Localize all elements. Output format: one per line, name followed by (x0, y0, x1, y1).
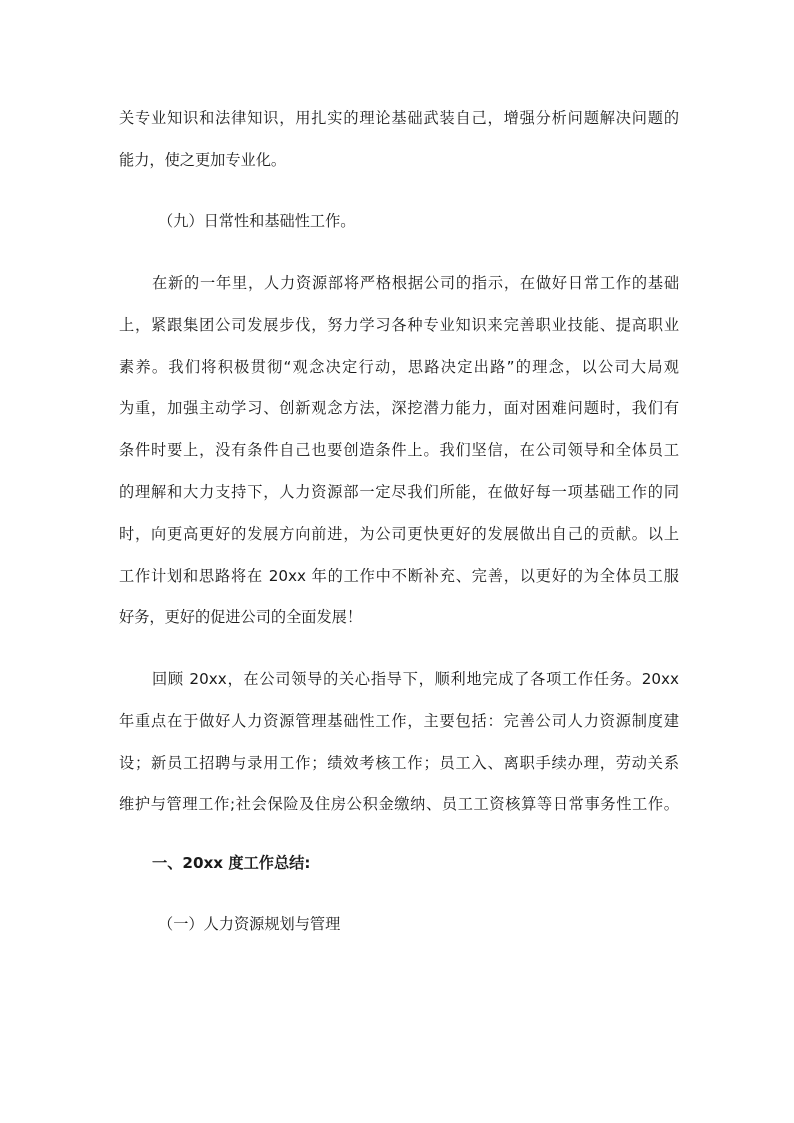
paragraph-line: 好务，更好的促进公司的全面发展！ (119, 608, 362, 626)
paragraph-line: 关专业知识和法律知识，用扎实的理论基础武装自己，增强分析问题解决问题的 (119, 109, 679, 127)
paragraph-line: 为重，加强主动学习、创新观念方法，深挖潜力能力，面对困难问题时，我们有 (119, 399, 679, 417)
paragraph-line: 设；新员工招聘与录用工作；绩效考核工作；员工入、离职手续办理，劳动关系 (119, 754, 679, 772)
section-heading: （九）日常性和基础性工作。 (158, 212, 356, 230)
paragraph-line: 时，向更高更好的发展方向前进，为公司更快更好的发展做出自己的贡献。以上 (119, 525, 679, 543)
paragraph-line: 的理解和大力支持下，人力资源部一定尽我们所能，在做好每一项基础工作的同 (119, 483, 679, 501)
paragraph-line: 在新的一年里，人力资源部将严格根据公司的指示，在做好日常工作的基础 (152, 274, 679, 292)
paragraph-line: 能力，使之更加专业化。 (119, 151, 287, 169)
chapter-heading: 一、20xx 度工作总结: (152, 854, 311, 872)
paragraph-line: 素养。我们将积极贯彻“观念决定行动，思路决定出路”的理念，以公司大局观 (119, 358, 679, 376)
paragraph-line: 条件时要上，没有条件自己也要创造条件上。我们坚信，在公司领导和全体员工 (119, 441, 679, 459)
section-heading: （一）人力资源规划与管理 (158, 915, 341, 933)
paragraph-line: 年重点在于做好人力资源管理基础性工作，主要包括：完善公司人力资源制度建 (119, 712, 679, 730)
paragraph-line: 维护与管理工作;社会保险及住房公积金缴纳、员工工资核算等日常事务性工作。 (119, 795, 679, 813)
paragraph-line: 工作计划和思路将在 20xx 年的工作中不断补充、完善，以更好的为全体员工服 (119, 567, 679, 585)
paragraph-line: 上，紧跟集团公司发展步伐，努力学习各种专业知识来完善职业技能、提高职业 (119, 316, 679, 334)
paragraph-line: 回顾 20xx，在公司领导的关心指导下，顺利地完成了各项工作任务。20xx (152, 670, 679, 688)
